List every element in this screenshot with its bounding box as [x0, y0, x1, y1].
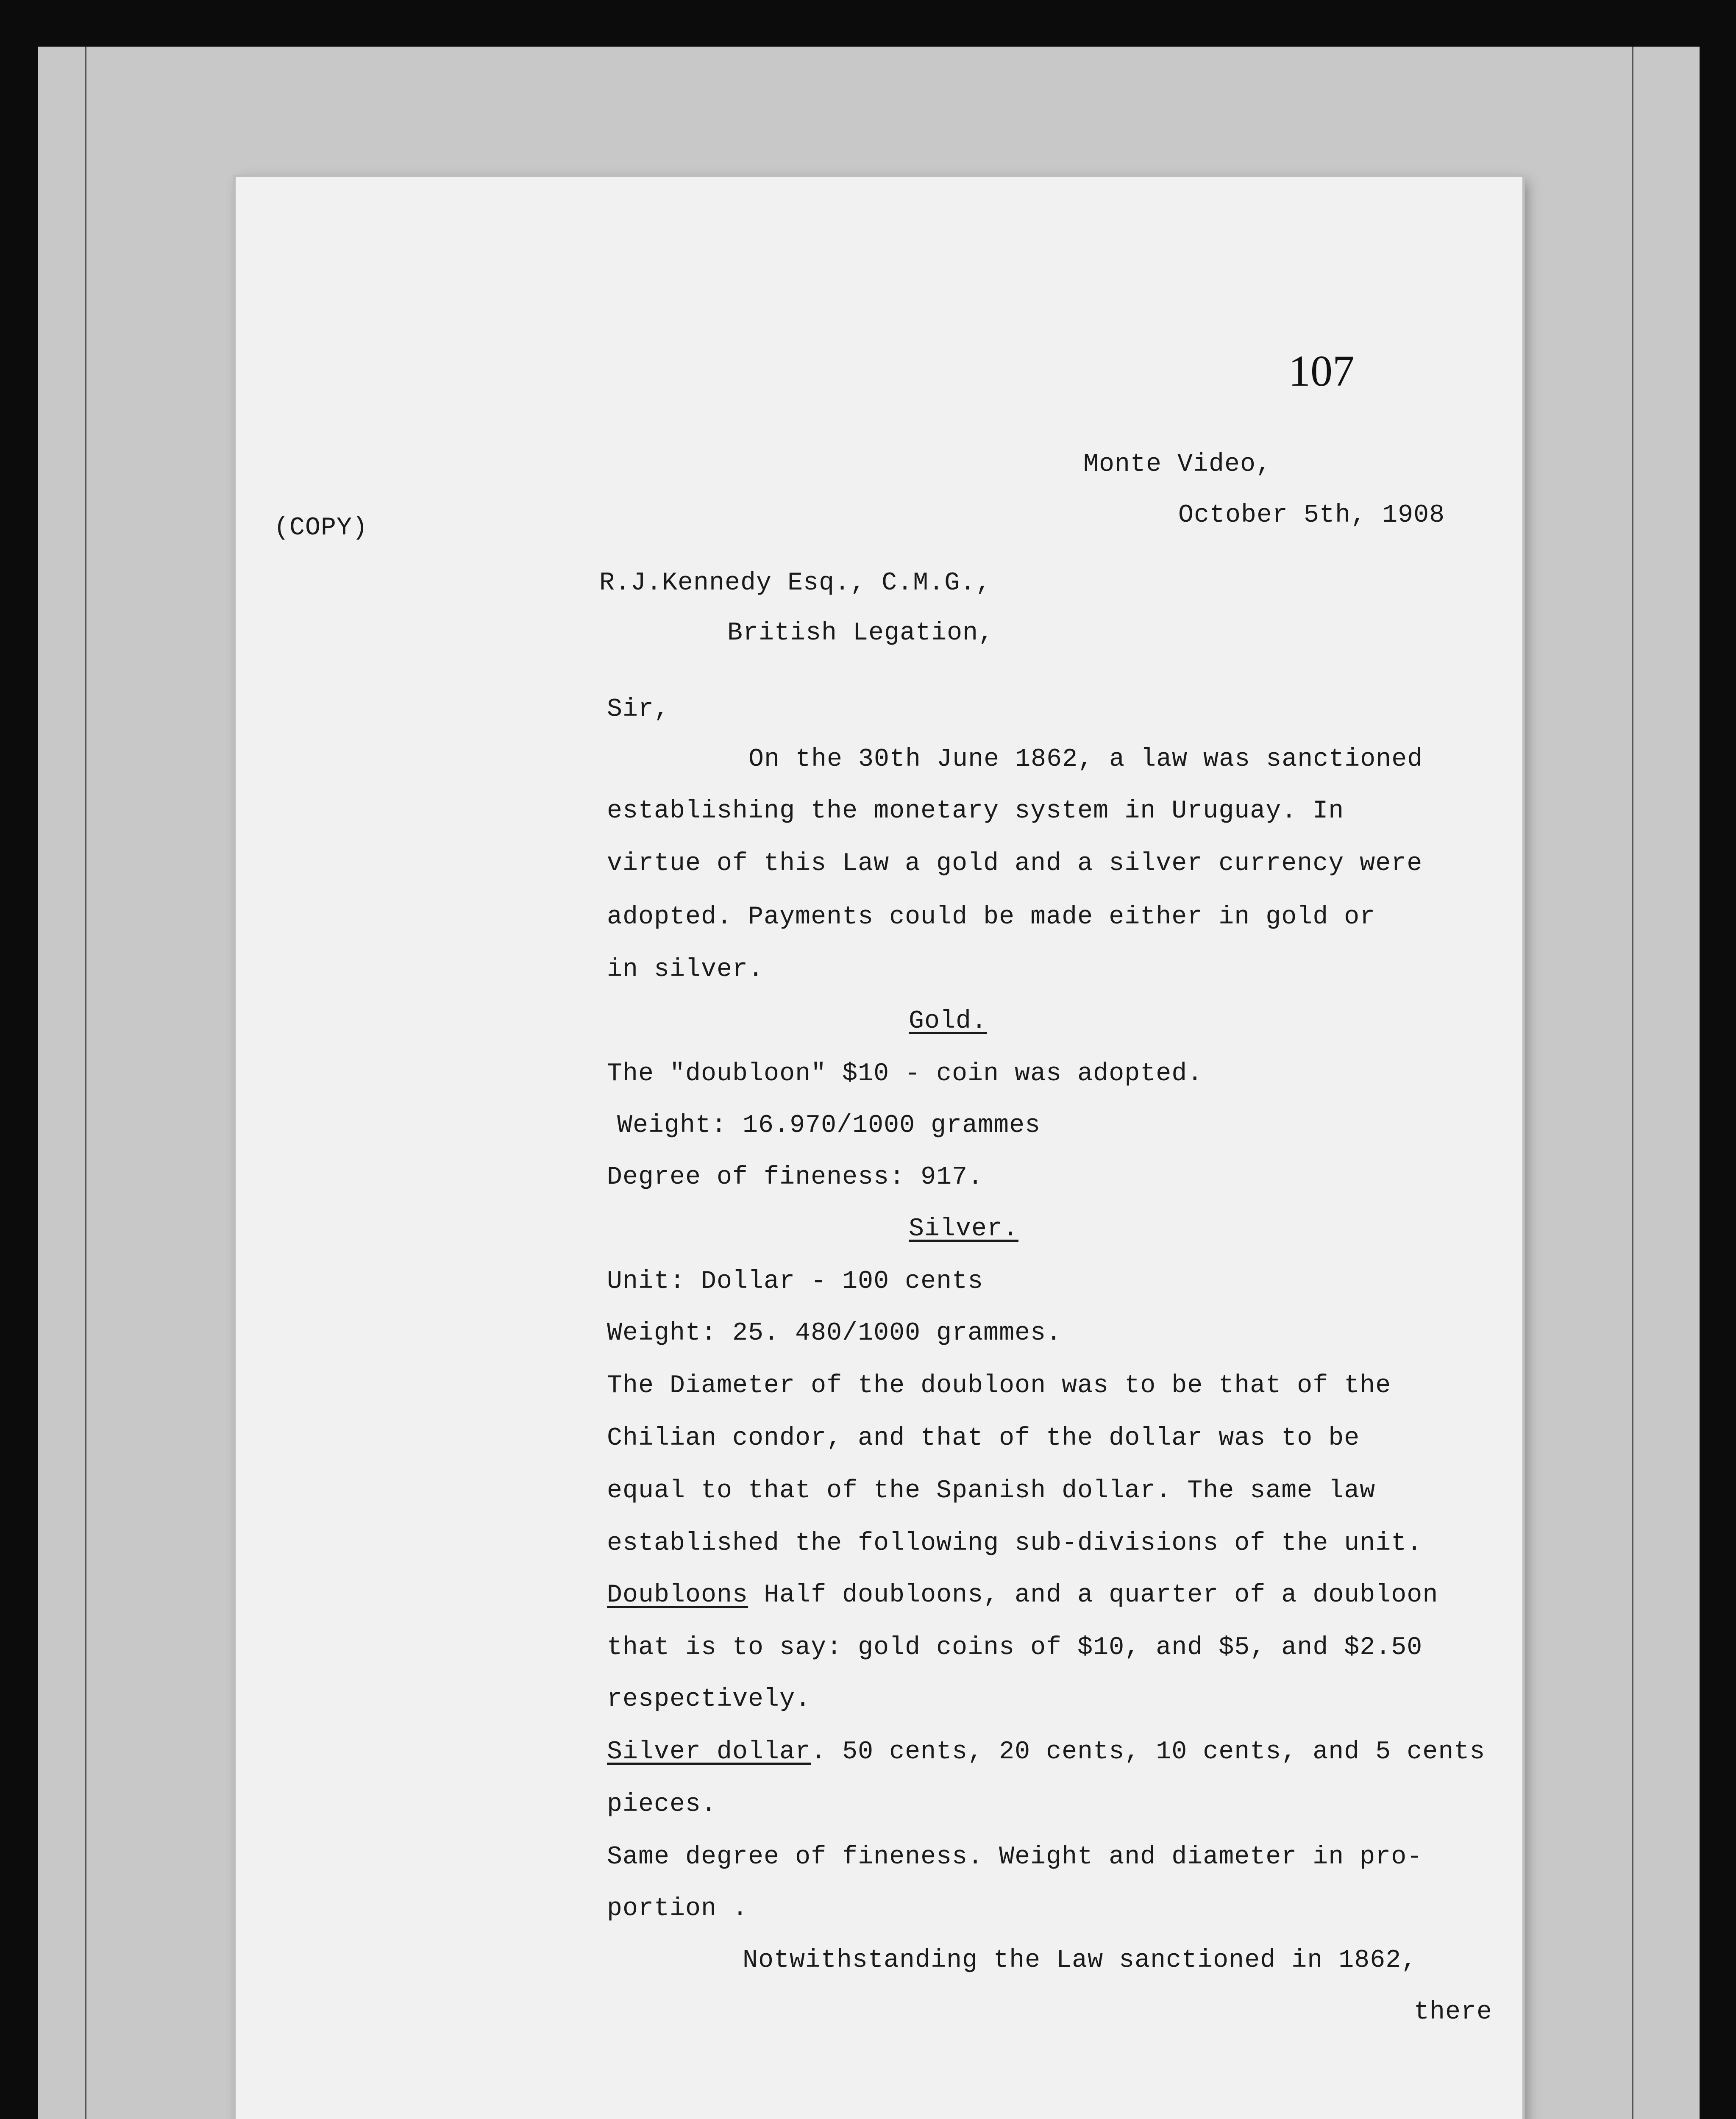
body-line: The Diameter of the doubloon was to be that of the [607, 1371, 1391, 1400]
gold-heading: Gold. [909, 1007, 988, 1036]
page-number: 107 [1288, 347, 1355, 395]
doubloons-label: Doubloons [607, 1581, 748, 1610]
place-line: Monte Video, [1083, 450, 1272, 479]
body-line: establishing the monetary system in Uruguay. In [607, 797, 1344, 826]
body-line: adopted. Payments could be made either in gold or [607, 903, 1376, 932]
body-line: portion . [607, 1894, 748, 1923]
silver-dollar-rest: . 50 cents, 20 cents, 10 cents, and 5 cents [811, 1738, 1486, 1766]
silver-dollar-label: Silver dollar [607, 1738, 811, 1766]
frame-rule-right [1632, 47, 1633, 2119]
body-line: Chilian condor, and that of the dollar was to be [607, 1424, 1360, 1453]
body-line: respectively. [607, 1685, 811, 1714]
copy-mark: (COPY) [274, 514, 368, 542]
body-line: in silver. [607, 955, 764, 984]
letter-page [236, 177, 1522, 2119]
doubloons-rest: Half doubloons, and a quarter of a doubloon [748, 1581, 1438, 1610]
silver-dollar-line [607, 1739, 1485, 1765]
date-line: October 5th, 1908 [1178, 501, 1445, 530]
body-line: Same degree of fineness. Weight and diameter in pro- [607, 1843, 1423, 1872]
silver-heading: Silver. [909, 1215, 1019, 1243]
body-line: that is to say: gold coins of $10, and $5, and $2.50 [607, 1633, 1423, 1662]
catchword: there [1414, 1998, 1493, 2027]
closing-line: Notwithstanding the Law sanctioned in 1862, [743, 1946, 1417, 1975]
salutation: Sir, [607, 695, 670, 724]
recipient-office: British Legation, [727, 619, 994, 648]
frame-rule-left [85, 47, 86, 2119]
body-line: Weight: 25. 480/1000 grammes. [607, 1319, 1062, 1348]
body-line: Degree of fineness: 917. [607, 1163, 984, 1192]
body-line: virtue of this Law a gold and a silver currency were [607, 849, 1423, 878]
body-line: On the 30th June 1862, a law was sanctioned [748, 745, 1423, 774]
doubloons-line [607, 1582, 1438, 1608]
body-line: established the following sub-divisions of the unit. [607, 1529, 1423, 1558]
recipient-name: R.J.Kennedy Esq., C.M.G., [599, 569, 992, 598]
body-line: pieces. [607, 1790, 717, 1819]
body-line: The "doubloon" $10 - coin was adopted. [607, 1060, 1203, 1088]
body-line: Unit: Dollar - 100 cents [607, 1267, 984, 1296]
body-line: equal to that of the Spanish dollar. The same law [607, 1477, 1376, 1505]
body-line: Weight: 16.970/1000 grammes [617, 1111, 1041, 1140]
